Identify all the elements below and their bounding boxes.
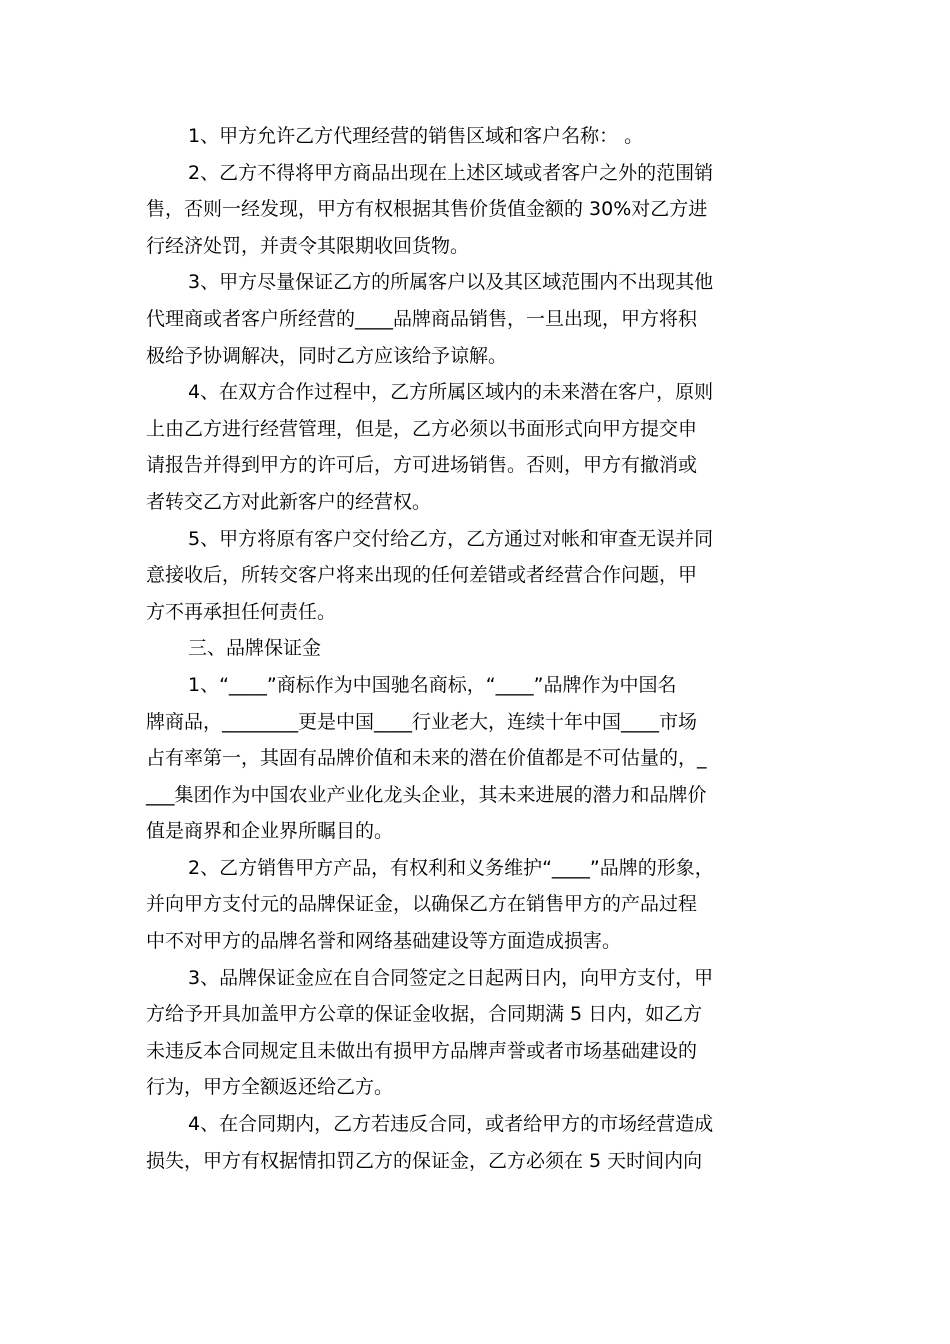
paragraph-line: 上由乙方进行经营管理，但是，乙方必须以书面形式向甲方提交申 — [146, 417, 698, 440]
document-paragraph — [146, 374, 811, 520]
paragraph-line: 方不再承担任何责任。 — [146, 600, 337, 623]
paragraph-line: 损失，甲方有权据情扣罚乙方的保证金，乙方必须在 5 天时间内向 — [146, 1149, 703, 1172]
paragraph-line: 极给予协调解决，同时乙方应该给予谅解。 — [146, 344, 508, 367]
paragraph-line: 行经济处罚，并责令其限期收回货物。 — [146, 234, 470, 257]
paragraph-line: 请报告并得到甲方的许可后，方可进场销售。否则，甲方有撤消或 — [146, 454, 698, 477]
paragraph-line: 占有率第一，其固有品牌价值和未来的潜在价值都是不可估量的，_ — [146, 747, 707, 770]
paragraph-line: 中不对甲方的品牌名誉和网络基础建设等方面造成损害。 — [146, 930, 622, 953]
document-paragraph — [146, 118, 811, 155]
document-paragraph — [146, 1106, 811, 1179]
paragraph-line: 售，否则一经发现，甲方有权根据其售价货值金额的 30%对乙方进 — [146, 198, 708, 221]
paragraph-line: 代理商或者客户所经营的____品牌商品销售，一旦出现，甲方将积 — [146, 307, 698, 330]
paragraph-line: 4、在合同期内，乙方若违反合同，或者给甲方的市场经营造成 — [188, 1113, 714, 1136]
paragraph-line: 未违反本合同规定且未做出有损甲方品牌声誉或者市场基础建设的 — [146, 1039, 698, 1062]
paragraph-line: 三、品牌保证金 — [188, 637, 322, 660]
paragraph-line: ___集团作为中国农业产业化龙头企业，其未来进展的潜力和品牌价 — [146, 783, 707, 806]
document-body — [146, 118, 811, 1179]
paragraph-line: 方给予开具加盖甲方公章的保证金收据，合同期满 5 日内，如乙方 — [146, 1003, 703, 1026]
document-paragraph — [146, 850, 811, 960]
paragraph-line: 行为，甲方全额返还给乙方。 — [146, 1076, 394, 1099]
paragraph-line: 并向甲方支付元的品牌保证金，以确保乙方在销售甲方的产品过程 — [146, 893, 698, 916]
paragraph-line: 2、乙方销售甲方产品，有权利和义务维护“____”品牌的形象， — [188, 856, 714, 879]
paragraph-line: 3、甲方尽量保证乙方的所属客户以及其区域范围内不出现其他 — [188, 271, 714, 294]
document-paragraph — [146, 960, 811, 1106]
document-paragraph — [146, 667, 811, 850]
paragraph-line: 5、甲方将原有客户交付给乙方，乙方通过对帐和审查无误并同 — [188, 527, 714, 550]
document-paragraph — [146, 630, 811, 667]
document-paragraph — [146, 155, 811, 265]
paragraph-line: 3、品牌保证金应在自合同签定之日起两日内，向甲方支付，甲 — [188, 966, 714, 989]
paragraph-line: 值是商界和企业界所瞩目的。 — [146, 820, 394, 843]
paragraph-line: 1、甲方允许乙方代理经营的销售区域和客户名称： 。 — [188, 125, 644, 147]
paragraph-line: 4、在双方合作过程中，乙方所属区域内的未来潜在客户，原则 — [188, 381, 714, 404]
paragraph-line: 意接收后，所转交客户将来出现的任何差错或者经营合作问题，甲 — [146, 564, 698, 587]
paragraph-line: 2、乙方不得将甲方商品出现在上述区域或者客户之外的范围销 — [188, 161, 714, 184]
paragraph-line: 1、“____”商标作为中国驰名商标，“____”品牌作为中国名 — [188, 673, 677, 696]
document-paragraph — [146, 264, 811, 374]
paragraph-line: 者转交乙方对此新客户的经营权。 — [146, 490, 432, 513]
paragraph-line: 牌商品，________更是中国____行业老大，连续十年中国____市场 — [146, 710, 698, 733]
document-paragraph — [146, 521, 811, 631]
